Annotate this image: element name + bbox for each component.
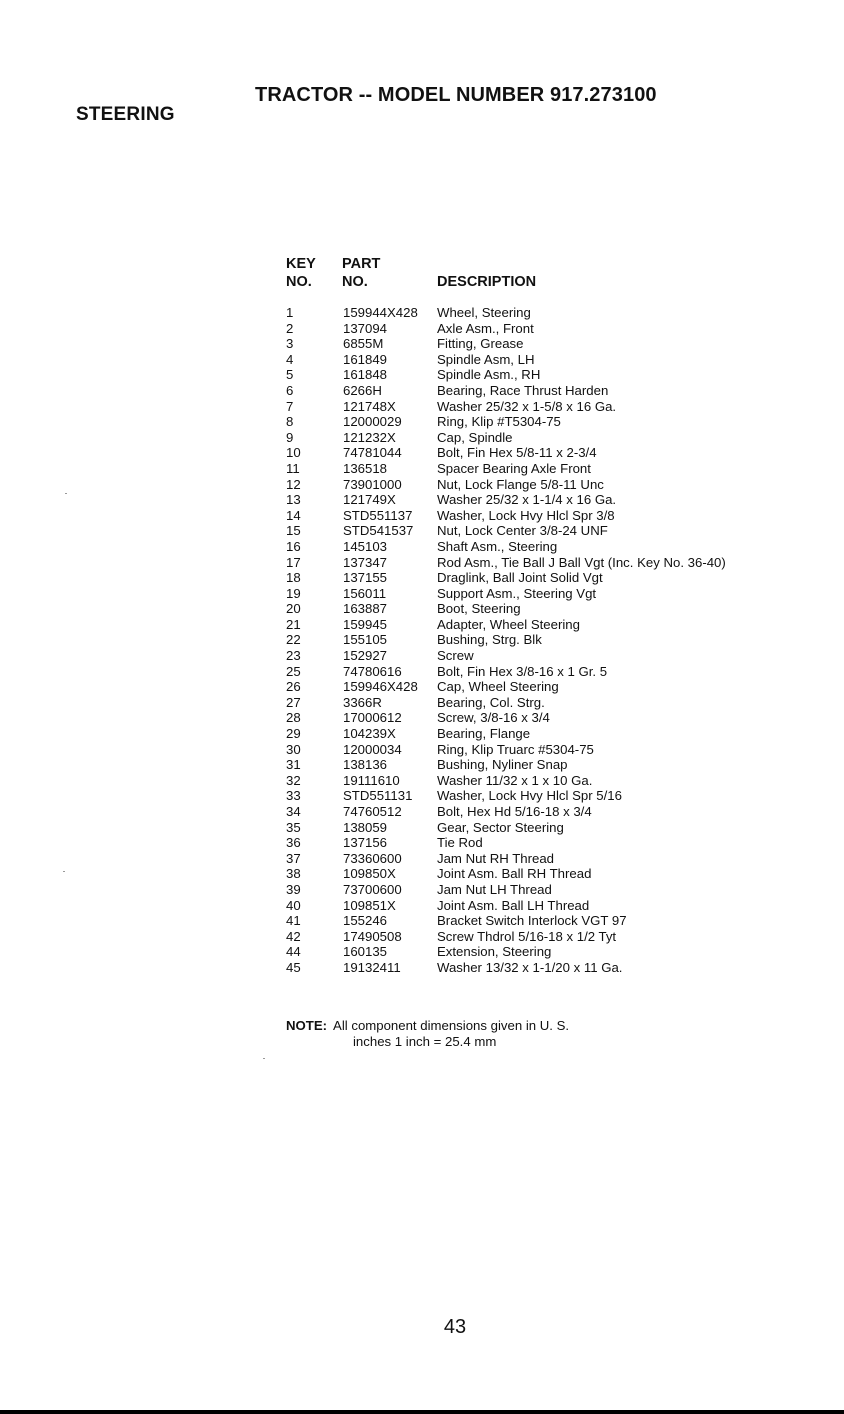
part-no-cell: STD551137 (343, 507, 413, 523)
key-no-cell: 32 (286, 772, 301, 788)
key-no-cell: 27 (286, 694, 301, 710)
description-cell: Screw, 3/8-16 x 3/4 (437, 710, 550, 726)
part-no-cell: 6266H (343, 382, 382, 398)
description-cell: Draglink, Ball Joint Solid Vgt (437, 570, 603, 586)
key-no-cell: 1 (286, 305, 294, 320)
part-no-cell: 159944X428 (343, 305, 418, 320)
description-cell: Cap, Spindle (437, 429, 513, 445)
description-cell: Screw (437, 648, 474, 664)
part-no-cell: 136518 (343, 460, 388, 476)
key-no-cell: 21 (286, 616, 301, 632)
part-no-cell: 73901000 (343, 476, 402, 492)
key-no-header (286, 255, 316, 291)
part-no-cell: 17000612 (343, 710, 402, 726)
key-no-cell: 30 (286, 741, 301, 757)
note-text-line2: inches 1 inch = 25.4 mm (353, 1033, 497, 1049)
description-cell: Adapter, Wheel Steering (437, 616, 580, 632)
description-cell: Nut, Lock Flange 5/8-11 Unc (437, 476, 604, 492)
key-no-cell: 11 (286, 460, 300, 476)
part-no-header-line2: NO. (342, 274, 368, 290)
key-no-cell: 19 (286, 585, 301, 601)
part-no-header (342, 255, 380, 291)
part-no-cell: 137156 (343, 835, 388, 851)
description-cell: Fitting, Grease (437, 336, 524, 352)
key-no-cell: 39 (286, 881, 301, 897)
description-cell: Gear, Sector Steering (437, 819, 564, 835)
part-no-cell: 145103 (343, 538, 388, 554)
key-no-cell: 28 (286, 710, 301, 726)
key-no-cell: 44 (286, 944, 301, 960)
key-no-cell: 45 (286, 959, 301, 975)
part-no-cell: 156011 (343, 585, 387, 601)
key-no-cell: 18 (286, 570, 301, 586)
part-no-cell: 6855M (343, 336, 384, 352)
bottom-border (0, 1410, 844, 1414)
key-no-cell: 41 (286, 913, 301, 929)
description-cell: Washer, Lock Hvy Hlcl Spr 5/16 (437, 788, 622, 804)
key-no-cell: 16 (286, 538, 301, 554)
key-no-cell: 12 (286, 476, 301, 492)
description-cell: Spindle Asm., RH (437, 367, 541, 383)
scan-speck (263, 1058, 265, 1059)
key-no-cell: 34 (286, 804, 301, 819)
part-no-cell: 109851X (343, 897, 396, 913)
key-no-cell: 26 (286, 679, 301, 695)
description-cell: Tie Rod (437, 835, 483, 851)
part-no-cell: 19111610 (343, 772, 400, 788)
description-cell: Support Asm., Steering Vgt (437, 585, 597, 601)
description-cell: Bracket Switch Interlock VGT 97 (437, 913, 627, 929)
description-cell: Spacer Bearing Axle Front (437, 460, 591, 476)
key-no-cell: 8 (286, 414, 294, 430)
part-no-cell: 159946X428 (343, 679, 418, 695)
description-cell: Jam Nut RH Thread (437, 850, 555, 866)
key-no-header-line2: NO. (286, 274, 312, 290)
description-cell: Joint Asm. Ball LH Thread (437, 897, 590, 913)
part-no-cell: 109850X (343, 866, 396, 882)
part-no-cell: 121232X (343, 429, 396, 445)
description-cell: Shaft Asm., Steering (437, 538, 558, 554)
key-no-cell: 15 (286, 523, 301, 539)
key-no-cell: 31 (286, 757, 301, 773)
part-no-cell: 159945 (343, 616, 388, 632)
part-no-cell: 137155 (343, 570, 388, 586)
key-no-cell: 25 (286, 663, 301, 679)
key-no-cell: 42 (286, 928, 301, 944)
key-no-cell: 33 (286, 788, 301, 804)
part-no-cell: STD551131 (343, 788, 413, 804)
key-no-cell: 20 (286, 601, 301, 617)
description-cell: Wheel, Steering (437, 305, 531, 320)
key-no-cell: 4 (286, 351, 294, 367)
description-cell: Axle Asm., Front (437, 320, 534, 336)
part-no-cell: 73700600 (343, 881, 402, 897)
description-cell: Washer 11/32 x 1 x 10 Ga. (437, 772, 593, 788)
part-no-cell: 161849 (343, 351, 388, 367)
key-no-cell: 38 (286, 866, 301, 882)
description-cell: Rod Asm., Tie Ball J Ball Vgt (Inc. Key No. 36-40) (437, 554, 726, 570)
part-no-cell: 74760512 (343, 804, 402, 819)
key-no-cell: 36 (286, 835, 301, 851)
page-title: TRACTOR -- MODEL NUMBER 917.273100 (255, 84, 657, 106)
part-no-cell: 12000029 (343, 414, 402, 430)
key-no-cell: 9 (286, 429, 294, 445)
description-cell: Washer 25/32 x 1-5/8 x 16 Ga. (437, 398, 617, 414)
key-no-cell: 6 (286, 382, 294, 398)
description-cell: Screw Thdrol 5/16-18 x 1/2 Tyt (437, 928, 617, 944)
description-cell: Cap, Wheel Steering (437, 679, 559, 695)
description-cell: Extension, Steering (437, 944, 552, 960)
description-cell: Bearing, Race Thrust Harden (437, 382, 609, 398)
key-no-cell: 17 (286, 554, 301, 570)
part-no-cell: 74780616 (343, 663, 402, 679)
description-cell: Ring, Klip Truarc #5304-75 (437, 741, 594, 757)
part-no-cell: 137094 (343, 320, 388, 336)
description-cell: Bearing, Flange (437, 726, 531, 742)
part-no-cell: 152927 (343, 648, 388, 664)
part-no-cell: 160135 (343, 944, 388, 960)
part-no-header-line1: PART (342, 256, 381, 272)
part-no-cell: 73360600 (343, 850, 402, 866)
description-cell: Bolt, Fin Hex 5/8-11 x 2-3/4 (437, 445, 597, 461)
key-no-cell: 37 (286, 850, 301, 866)
note (286, 1018, 569, 1049)
key-no-cell: 14 (286, 507, 301, 523)
part-no-cell: 121749X (343, 492, 396, 508)
description-cell: Joint Asm. Ball RH Thread (437, 866, 592, 882)
part-no-cell: 138136 (343, 757, 388, 773)
key-no-cell: 5 (286, 367, 294, 383)
description-cell: Washer 13/32 x 1-1/20 x 11 Ga. (437, 959, 623, 975)
key-no-cell: 22 (286, 632, 301, 648)
part-no-cell: 74781044 (343, 445, 402, 461)
part-no-cell: 138059 (343, 819, 388, 835)
part-no-cell: 163887 (343, 601, 388, 617)
section-title: STEERING (76, 104, 175, 125)
part-no-cell: 12000034 (343, 741, 402, 757)
key-no-cell: 10 (286, 445, 301, 461)
page-number: 43 (443, 1316, 467, 1338)
description-cell: Washer 25/32 x 1-1/4 x 16 Ga. (437, 492, 617, 508)
part-no-cell: 155105 (343, 632, 388, 648)
description-cell: Ring, Klip #T5304-75 (437, 414, 561, 430)
description-cell: Boot, Steering (437, 601, 521, 617)
description-cell: Washer, Lock Hvy Hlcl Spr 3/8 (437, 507, 615, 523)
part-no-cell: 155246 (343, 913, 388, 929)
description-cell: Jam Nut LH Thread (437, 881, 552, 897)
scan-speck (63, 871, 65, 872)
note-label: NOTE: (286, 1018, 328, 1033)
part-no-cell: 104239X (343, 726, 396, 742)
description-header: DESCRIPTION (437, 274, 537, 290)
part-no-cell: 19132411 (343, 959, 401, 975)
key-no-cell: 29 (286, 726, 301, 742)
page-header (0, 0, 844, 140)
description-cell: Bushing, Nyliner Snap (437, 757, 568, 773)
part-no-cell: 161848 (343, 367, 388, 383)
description-cell: Bearing, Col. Strg. (437, 694, 545, 710)
description-cell: Bolt, Hex Hd 5/16-18 x 3/4 (437, 804, 592, 819)
key-no-cell: 13 (286, 492, 301, 508)
key-no-cell: 3 (286, 336, 294, 352)
part-no-cell: STD541537 (343, 523, 414, 539)
description-cell: Bushing, Strg. Blk (437, 632, 542, 648)
key-no-cell: 7 (286, 398, 294, 414)
description-cell: Bolt, Fin Hex 3/8-16 x 1 Gr. 5 (437, 663, 608, 679)
part-no-cell: 121748X (343, 398, 396, 414)
description-cell: Nut, Lock Center 3/8-24 UNF (437, 523, 608, 539)
key-no-cell: 23 (286, 648, 301, 664)
part-no-cell: 17490508 (343, 928, 402, 944)
key-no-cell: 2 (286, 320, 294, 336)
part-no-cell: 3366R (343, 694, 382, 710)
key-no-cell: 35 (286, 819, 301, 835)
note-text-line1: All component dimensions given in U. S. (333, 1018, 570, 1033)
description-cell: Spindle Asm, LH (437, 351, 535, 367)
key-no-header-line1: KEY (286, 256, 316, 272)
part-no-cell: 137347 (343, 554, 388, 570)
key-no-cell: 40 (286, 897, 301, 913)
scan-speck (65, 493, 67, 494)
